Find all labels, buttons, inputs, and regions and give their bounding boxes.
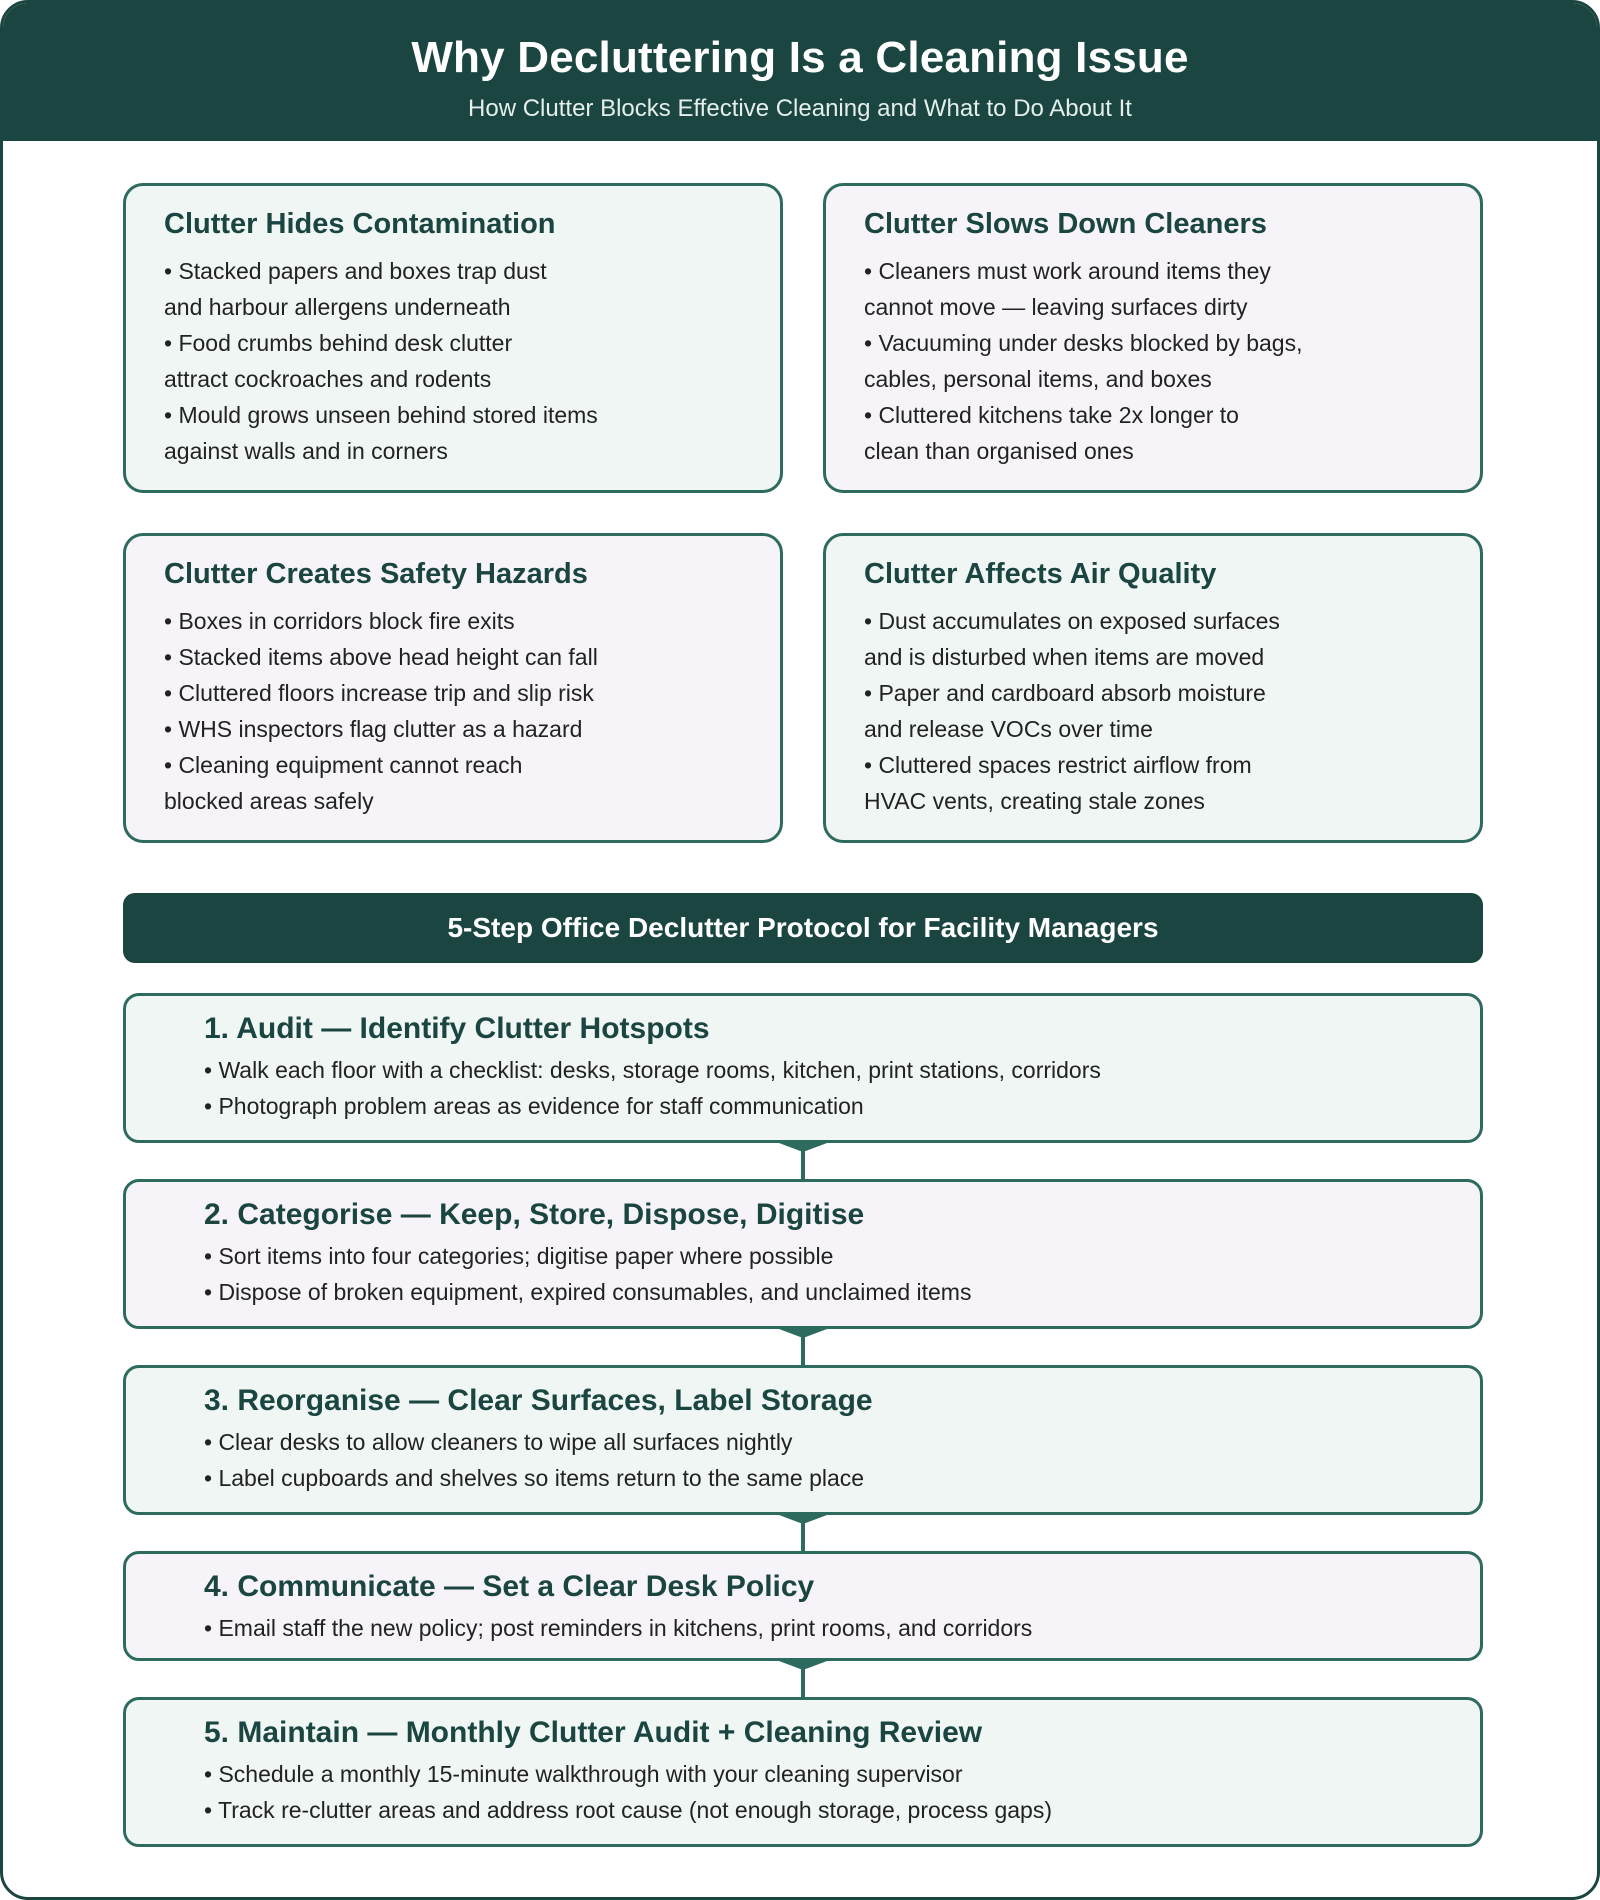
card-line: and release VOCs over time bbox=[864, 716, 1153, 742]
card-line: • Cluttered floors increase trip and slip risk bbox=[164, 680, 594, 706]
step-communicate bbox=[123, 1551, 1483, 1661]
connector-line bbox=[801, 1335, 805, 1365]
card-line: • Mould grows unseen behind stored items bbox=[164, 402, 598, 428]
card-title: Clutter Slows Down Cleaners bbox=[864, 208, 1267, 240]
step-title: 4. Communicate — Set a Clear Desk Policy bbox=[204, 1570, 815, 1603]
step-line: • Sort items into four categories; digitise paper where possible bbox=[204, 1243, 834, 1269]
connector-line bbox=[801, 1667, 805, 1697]
step-connector bbox=[773, 1661, 833, 1697]
card-title: Clutter Hides Contamination bbox=[164, 208, 556, 240]
card-line: • Food crumbs behind desk clutter bbox=[164, 330, 513, 356]
step-audit bbox=[123, 993, 1483, 1143]
step-line: • Dispose of broken equipment, expired consumables, and unclaimed items bbox=[204, 1279, 972, 1305]
card-line: • Cluttered spaces restrict airflow from bbox=[864, 752, 1252, 778]
step-connector bbox=[773, 1143, 833, 1179]
step-line: • Walk each floor with a checklist: desks, storage rooms, kitchen, print stations, corridors bbox=[204, 1057, 1101, 1083]
card-title: Clutter Creates Safety Hazards bbox=[164, 558, 588, 590]
connector-line bbox=[801, 1149, 805, 1179]
card-line: • Boxes in corridors block fire exits bbox=[164, 608, 515, 634]
step-maintain bbox=[123, 1697, 1483, 1847]
card-line: blocked areas safely bbox=[164, 788, 374, 814]
step-line: • Clear desks to allow cleaners to wipe all surfaces nightly bbox=[204, 1429, 793, 1455]
card-line: • Stacked items above head height can fall bbox=[164, 644, 598, 670]
step-title: 5. Maintain — Monthly Clutter Audit + Cleaning Review bbox=[204, 1716, 983, 1749]
card-line: • WHS inspectors flag clutter as a hazard bbox=[164, 716, 583, 742]
card-title: Clutter Affects Air Quality bbox=[864, 558, 1217, 590]
step-line: • Label cupboards and shelves so items return to the same place bbox=[204, 1465, 865, 1491]
card-line: cannot move — leaving surfaces dirty bbox=[864, 294, 1248, 320]
step-line: • Photograph problem areas as evidence for staff communication bbox=[204, 1093, 864, 1119]
card-line: • Vacuuming under desks blocked by bags, bbox=[864, 330, 1303, 356]
card-line: • Stacked papers and boxes trap dust bbox=[164, 258, 547, 284]
card-air-quality bbox=[823, 533, 1483, 843]
step-connector bbox=[773, 1515, 833, 1551]
card-slows-cleaners bbox=[823, 183, 1483, 493]
card-line: HVAC vents, creating stale zones bbox=[864, 788, 1205, 814]
step-line: • Track re-clutter areas and address root cause (not enough storage, process gaps) bbox=[204, 1797, 1053, 1823]
page-title: Why Decluttering Is a Cleaning Issue bbox=[411, 33, 1189, 82]
card-safety-hazards bbox=[123, 533, 783, 843]
step-line: • Email staff the new policy; post reminders in kitchens, print rooms, and corridors bbox=[204, 1615, 1033, 1641]
card-hides-contamination bbox=[123, 183, 783, 493]
step-title: 2. Categorise — Keep, Store, Dispose, Digitise bbox=[204, 1198, 865, 1231]
card-line: against walls and in corners bbox=[164, 438, 448, 464]
card-line: • Cleaners must work around items they bbox=[864, 258, 1271, 284]
step-connector bbox=[773, 1329, 833, 1365]
card-line: cables, personal items, and boxes bbox=[864, 366, 1212, 392]
step-title: 3. Reorganise — Clear Surfaces, Label Storage bbox=[204, 1384, 873, 1417]
card-line: • Dust accumulates on exposed surfaces bbox=[864, 608, 1280, 634]
page-subtitle: How Clutter Blocks Effective Cleaning and What to Do About It bbox=[468, 95, 1132, 122]
step-title: 1. Audit — Identify Clutter Hotspots bbox=[204, 1012, 710, 1045]
step-reorganise bbox=[123, 1365, 1483, 1515]
protocol-heading: 5-Step Office Declutter Protocol for Facility Managers bbox=[123, 893, 1483, 963]
connector-line bbox=[801, 1521, 805, 1551]
card-line: and is disturbed when items are moved bbox=[864, 644, 1265, 670]
card-line: attract cockroaches and rodents bbox=[164, 366, 492, 392]
card-line: • Cleaning equipment cannot reach bbox=[164, 752, 523, 778]
card-line: • Cluttered kitchens take 2x longer to bbox=[864, 402, 1239, 428]
step-line: • Schedule a monthly 15-minute walkthrough with your cleaning supervisor bbox=[204, 1761, 963, 1787]
header-banner bbox=[3, 3, 1597, 141]
card-line: • Paper and cardboard absorb moisture bbox=[864, 680, 1266, 706]
card-line: and harbour allergens underneath bbox=[164, 294, 511, 320]
step-categorise bbox=[123, 1179, 1483, 1329]
card-line: clean than organised ones bbox=[864, 438, 1134, 464]
